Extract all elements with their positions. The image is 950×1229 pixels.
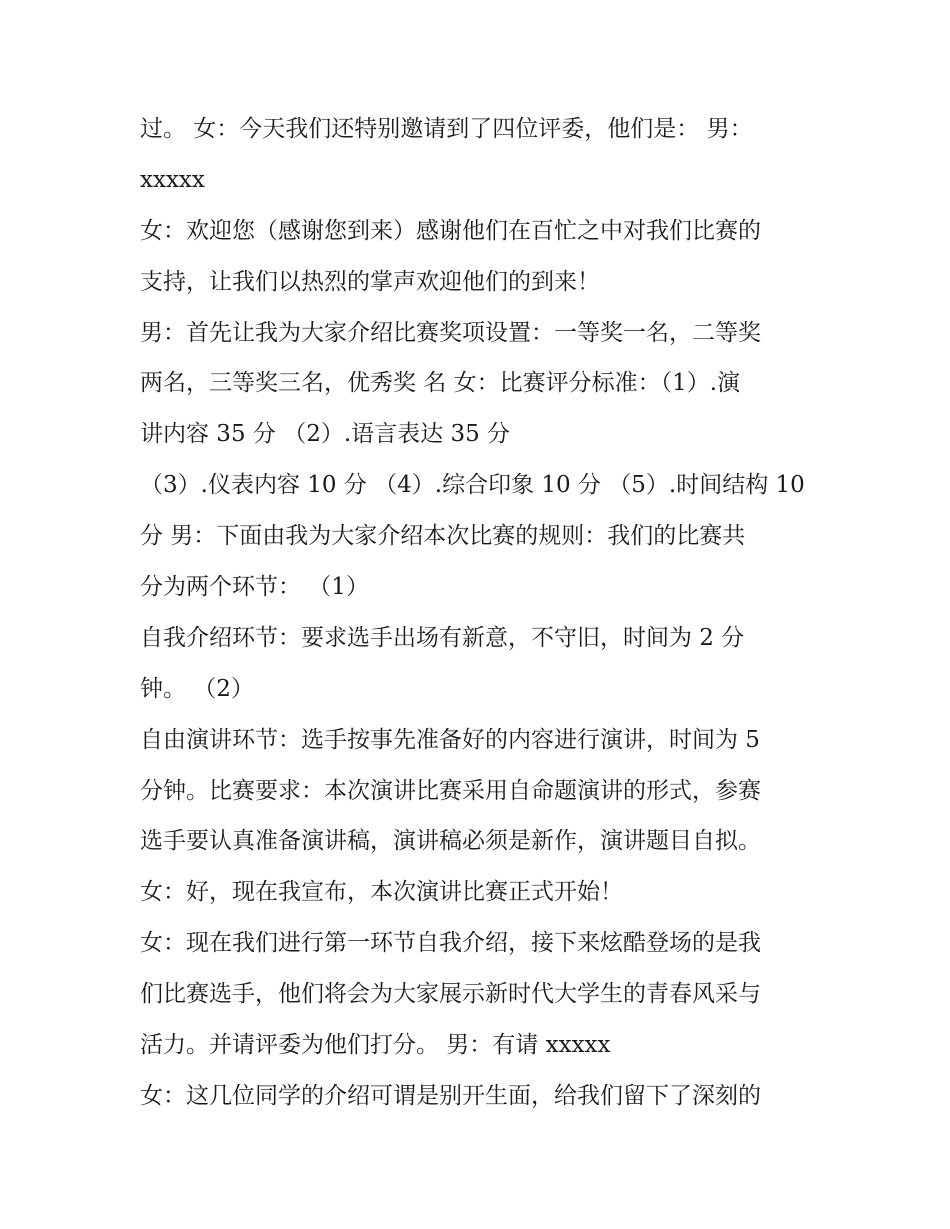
text-line: 钟。 （2）	[140, 675, 254, 702]
text-line: 活力。并请评委为他们打分。 男：有请 xxxxx	[140, 1032, 611, 1059]
text-line: 选手要认真准备演讲稿，演讲稿必须是新作，演讲题目自拟。	[140, 828, 761, 855]
text-line: 男：首先让我为大家介绍比赛奖项设置：一等奖一名，二等奖	[140, 319, 761, 346]
text-line: 讲内容 35 分 （2）.语言表达 35 分	[140, 421, 511, 448]
text-line: 两名，三等奖三名，优秀奖 名 女：比赛评分标准：（1）.演	[140, 370, 741, 397]
document-body	[140, 104, 820, 1122]
text-line: 女：现在我们进行第一环节自我介绍，接下来炫酷登场的是我	[140, 930, 761, 957]
text-line: 女：好，现在我宣布，本次演讲比赛正式开始！	[140, 879, 623, 906]
text-line: 分 男：下面由我为大家介绍本次比赛的规则：我们的比赛共	[140, 523, 746, 550]
text-line: 们比赛选手，他们将会为大家展示新时代大学生的青春风采与	[140, 981, 761, 1008]
text-line: 自我介绍环节：要求选手出场有新意，不守旧，时间为 2 分	[140, 624, 745, 651]
text-line: 支持，让我们以热烈的掌声欢迎他们的到来！	[140, 268, 600, 295]
text-line: 女：这几位同学的介绍可谓是别开生面，给我们留下了深刻的	[140, 1082, 761, 1109]
text-line: （3）.仪表内容 10 分 （4）.综合印象 10 分 （5）.时间结构 10	[140, 472, 805, 499]
text-line: 自由演讲环节：选手按事先准备好的内容进行演讲，时间为 5	[140, 726, 760, 753]
text-line: 女：欢迎您（感谢您到来）感谢他们在百忙之中对我们比赛的	[140, 217, 761, 244]
text-line: 分为两个环节： （1）	[140, 574, 369, 601]
text-line: 过。 女：今天我们还特别邀请到了四位评委，他们是： 男：	[140, 116, 753, 142]
text-line: xxxxx	[140, 166, 205, 193]
text-line: 分钟。比赛要求：本次演讲比赛采用自命题演讲的形式，参赛	[140, 777, 761, 804]
